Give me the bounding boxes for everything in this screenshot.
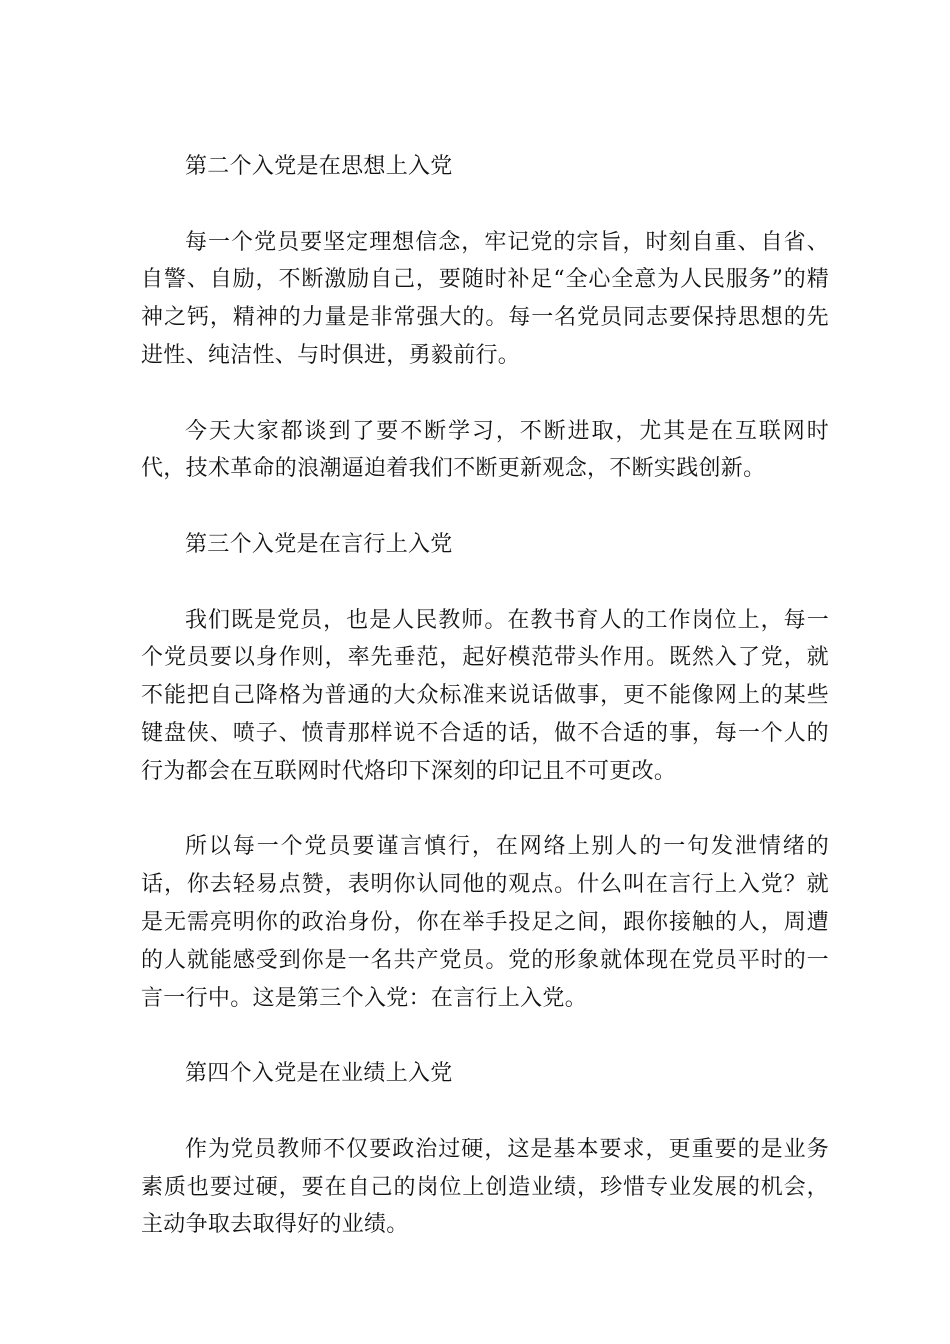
paragraph-ideals: 每一个党员要坚定理想信念，牢记党的宗旨，时刻自重、自省、自警、自励，不断激励自己，要随时补足“全心全意为人民服务”的精神之钙，精神的力量是非常强大的。每一名党员同志要保持思想的先进性、纯洁性、与时俱进，勇毅前行。 — [141, 229, 829, 368]
paragraph-learning: 今天大家都谈到了要不断学习，不断进取，尤其是在互联网时代，技术革命的浪潮逼迫着我们不断更新观念，不断实践创新。 — [141, 418, 829, 482]
paragraph-performance: 作为党员教师不仅要政治过硬，这是基本要求，更重要的是业务素质也要过硬，要在自己的岗位上创造业绩，珍惜专业发展的机会，主动争取去取得好的业绩。 — [141, 1136, 829, 1238]
section-heading-performance: 第四个入党是在业绩上入党 — [185, 1061, 453, 1087]
paragraph-caution: 所以每一个党员要谨言慎行，在网络上别人的一句发泄情绪的话，你去轻易点赞，表明你认同他的观点。什么叫在言行上入党？就是无需亮明你的政治身份，你在举手投足之间，跟你接触的人，周遭的人就能感受到你是一名共产党员。党的形象就体现在党员平时的一言一行中。这是第三个入党：在言行上入党。 — [141, 834, 829, 1011]
section-heading-conduct: 第三个入党是在言行上入党 — [185, 531, 453, 557]
paragraph-teachers: 我们既是党员，也是人民教师。在教书育人的工作岗位上，每一个党员要以身作则，率先垂范，起好模范带头作用。既然入了党，就不能把自己降格为普通的大众标准来说话做事，更不能像网上的某些键盘侠、喷子、愤青那样说不合适的话，做不合适的事，每一个人的行为都会在互联网时代烙印下深刻的印记且不可更改。 — [141, 607, 829, 784]
document-body — [141, 148, 829, 1282]
section-heading-thought: 第二个入党是在思想上入党 — [185, 154, 453, 179]
